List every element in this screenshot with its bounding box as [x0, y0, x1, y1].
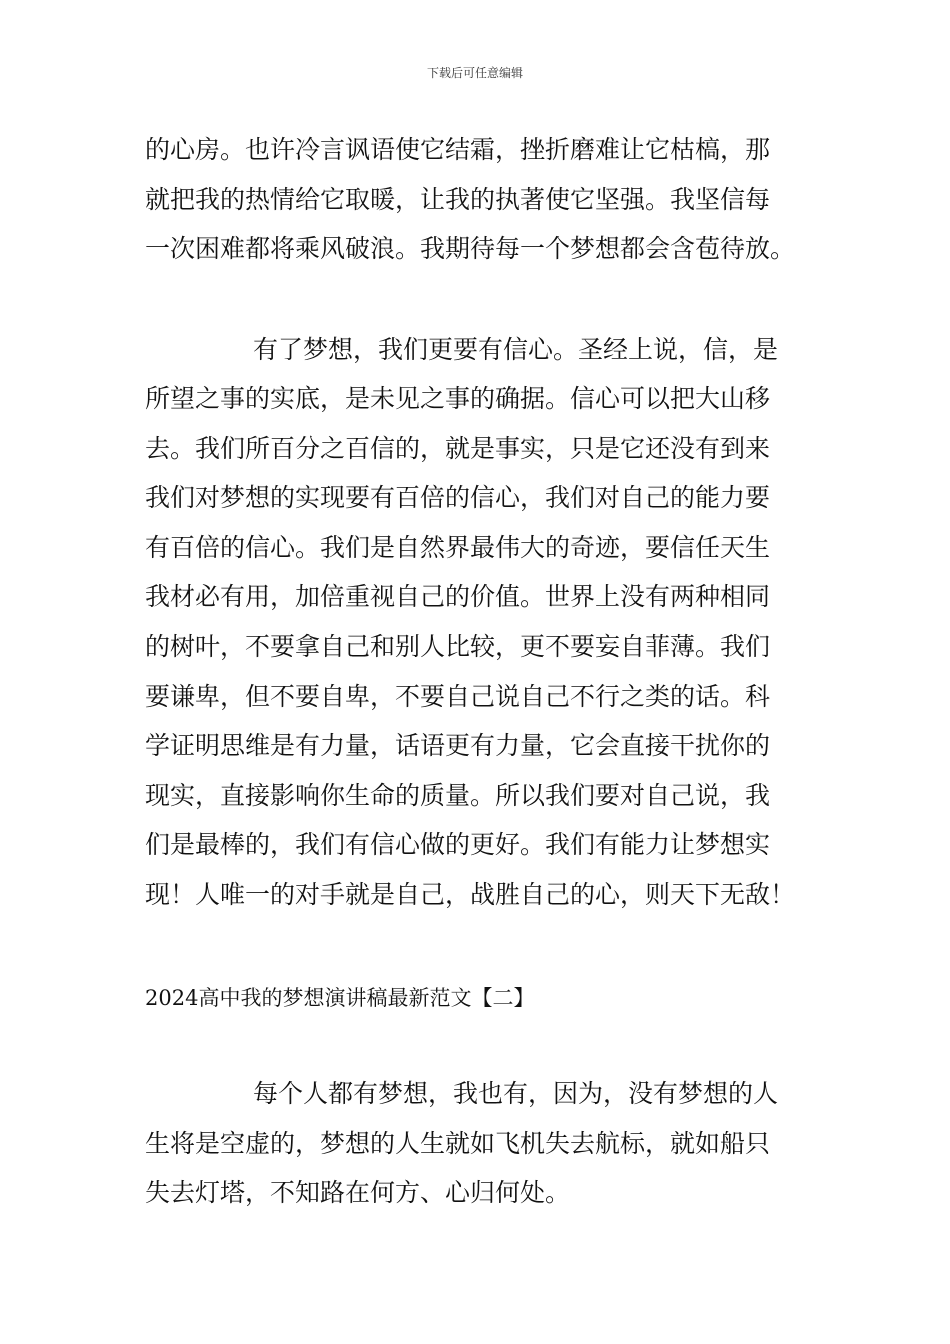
paragraph-line: 每个人都有梦想，我也有，因为，没有梦想的人: [253, 1079, 779, 1108]
paragraph-line: 现！人唯一的对手就是自己，战胜自己的心，则天下无敌！: [145, 880, 796, 909]
paragraph-line: 学证明思维是有力量，话语更有力量，它会直接干扰你的: [145, 731, 771, 760]
paragraph-line: 现实，直接影响你生命的质量。所以我们要对自己说，我: [145, 781, 771, 810]
paragraph-line: 失去灯塔，不知路在何方、心归何处。: [145, 1178, 571, 1207]
paragraph-line: 有了梦想，我们更要有信心。圣经上说，信，是: [253, 335, 779, 364]
section-heading: 2024高中我的梦想演讲稿最新范文【二】: [145, 986, 535, 1010]
paragraph-line: 去。我们所百分之百信的，就是事实，只是它还没有到来: [145, 434, 771, 463]
paragraph-line: 生将是空虚的，梦想的人生就如飞机失去航标，就如船只: [145, 1129, 771, 1158]
paragraph-line: 我们对梦想的实现要有百倍的信心，我们对自己的能力要: [145, 483, 771, 512]
paragraph-line: 要谦卑，但不要自卑，不要自己说自己不行之类的话。科: [145, 682, 771, 711]
paragraph-line: 们是最棒的，我们有信心做的更好。我们有能力让梦想实: [145, 830, 771, 859]
paragraph-line: 一次困难都将乘风破浪。我期待每一个梦想都会含苞待放。: [145, 234, 796, 263]
paragraph-line: 的心房。也许冷言讽语使它结霜，挫折磨难让它枯槁，那: [145, 135, 771, 164]
paragraph-line: 所望之事的实底，是未见之事的确据。信心可以把大山移: [145, 384, 771, 413]
paragraph-line: 我材必有用，加倍重视自己的价值。世界上没有两种相同: [145, 582, 771, 611]
paragraph-line: 就把我的热情给它取暖，让我的执著使它坚强。我坚信每: [145, 185, 771, 214]
page-header-note: 下载后可任意编辑: [426, 66, 523, 80]
paragraph-line: 有百倍的信心。我们是自然界最伟大的奇迹，要信任天生: [145, 533, 771, 562]
paragraph-line: 的树叶，不要拿自己和别人比较，更不要妄自菲薄。我们: [145, 632, 771, 661]
